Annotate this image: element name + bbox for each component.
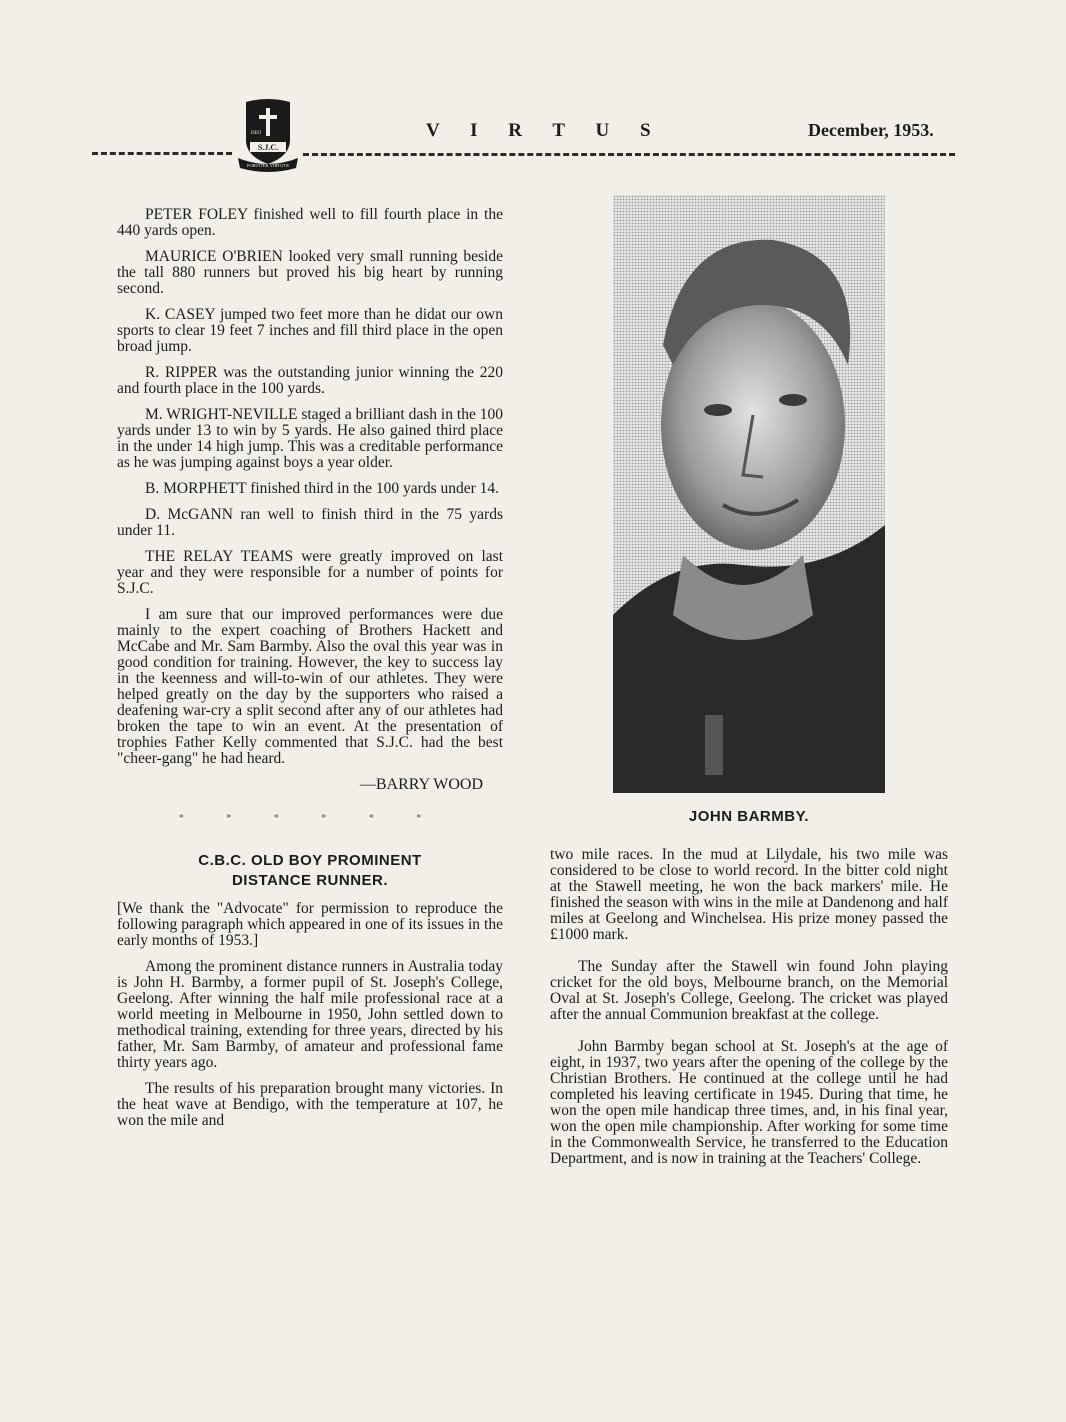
right-column: [550, 847, 948, 1177]
paragraph: The results of his preparation brought many victories. In the heat wave at Bendigo, with the temperature at 107, he won the mile and: [117, 1080, 503, 1129]
article-heading-line: C.B.C. OLD BOY PROMINENT: [198, 852, 422, 869]
article-intro: [We thank the "Advocate" for permission to reproduce the following paragraph which appeared in one of its issues in the early months of 1953.]: [117, 900, 503, 949]
paragraph: I am sure that our improved performances were due mainly to the expert coaching of Brothers Hackett and McCabe and Mr. Sam Barmby. Also the oval this year was in good condition for training. However, the key to success lay in the keenness and will-to-win of our athletes. They were helped greatly on the day by the supporters who raised a deafening war-cry a split second after any of our athletes had broken the tape to win an event. At the presentation of trophies Father Kelly commented that S.J.C. had the best "cheer-gang" he had heard.: [117, 606, 503, 767]
paragraph: R. RIPPER was the outstanding junior winning the 220 and fourth place in the 100 yards.: [117, 364, 503, 397]
paragraph: two mile races. In the mud at Lilydale, his two mile was considered to be close to world record. In the bitter cold night at the Stawell meeting, he won the back markers' mile. He finished the season with wins in the mile at Dandenong and half miles at Geelong and Winchelsea. His prize money passed the £1000 mark.: [550, 846, 948, 943]
page-header: [0, 0, 1066, 190]
paragraph: John Barmby began school at St. Joseph's at the age of eight, in 1937, two years after the opening of the college by the Christian Brothers. He continued at the college until he had completed his leaving certificate in 1945. During that time, he won the open mile handicap three times, and, in his final year, won the open mile championship. After working for some time in the Commonwealth Service, he transferred to the Education Department, and is now in training at the Teachers' College.: [550, 1038, 948, 1167]
paragraph: M. WRIGHT-NEVILLE staged a brilliant dash in the 100 yards under 13 to win by 5 yards. He also gained third place in the under 14 high jump. This was a creditable performance as he was jumping against boys a year older.: [117, 406, 503, 471]
header-rule-right: [303, 153, 955, 156]
crest-motto: FORTITER VIRTUTE: [246, 163, 290, 168]
paragraph: The Sunday after the Stawell win found John playing cricket for the old boys, Melbourne branch, on the Memorial Oval at St. Joseph's College, Geelong. The cricket was played after the annual Communion breakfast at the college.: [550, 958, 948, 1023]
portrait-photo: [613, 195, 885, 793]
header-rule-left: [92, 152, 232, 155]
paragraph: THE RELAY TEAMS were greatly improved on last year and they were responsible for a number of points for S.J.C.: [117, 548, 503, 597]
photo-caption: JOHN BARMBY.: [688, 808, 810, 825]
crest-initials: S.J.C.: [257, 143, 279, 152]
crest-small-text: DEO: [250, 131, 262, 136]
author-signature: —BARRY WOOD: [359, 776, 483, 793]
article-heading-line: DISTANCE RUNNER.: [231, 872, 389, 889]
paragraph: PETER FOLEY finished well to fill fourth place in the 440 yards open.: [117, 206, 503, 239]
issue-date: December, 1953.: [808, 120, 934, 140]
paragraph: Among the prominent distance runners in Australia today is John H. Barmby, a former pupil of St. Joseph's College, Geelong. After winning the half mile professional race at a world meeting in Melbourne in 1950, John settled down to methodical training, extending for three years, directed by his father, Mr. Sam Barmby, of amateur and professional fame thirty years ago.: [117, 958, 503, 1071]
paragraph: B. MORPHETT finished third in the 100 yards under 14.: [145, 480, 500, 497]
paragraph: MAURICE O'BRIEN looked very small running beside the tall 880 runners but proved his big heart by running second.: [117, 248, 503, 297]
college-crest-icon: [236, 96, 300, 174]
section-separator: * * * * * *: [178, 813, 442, 824]
paragraph: D. McGANN ran well to finish third in the 75 yards under 11.: [117, 506, 503, 539]
portrait-image: [613, 195, 885, 793]
masthead-title: V I R T U S: [426, 120, 664, 141]
paragraph: K. CASEY jumped two feet more than he didat our own sports to clear 19 feet 7 inches and fill third place in the open broad jump.: [117, 306, 503, 355]
left-column: [117, 207, 503, 1139]
article-heading: [117, 851, 503, 891]
